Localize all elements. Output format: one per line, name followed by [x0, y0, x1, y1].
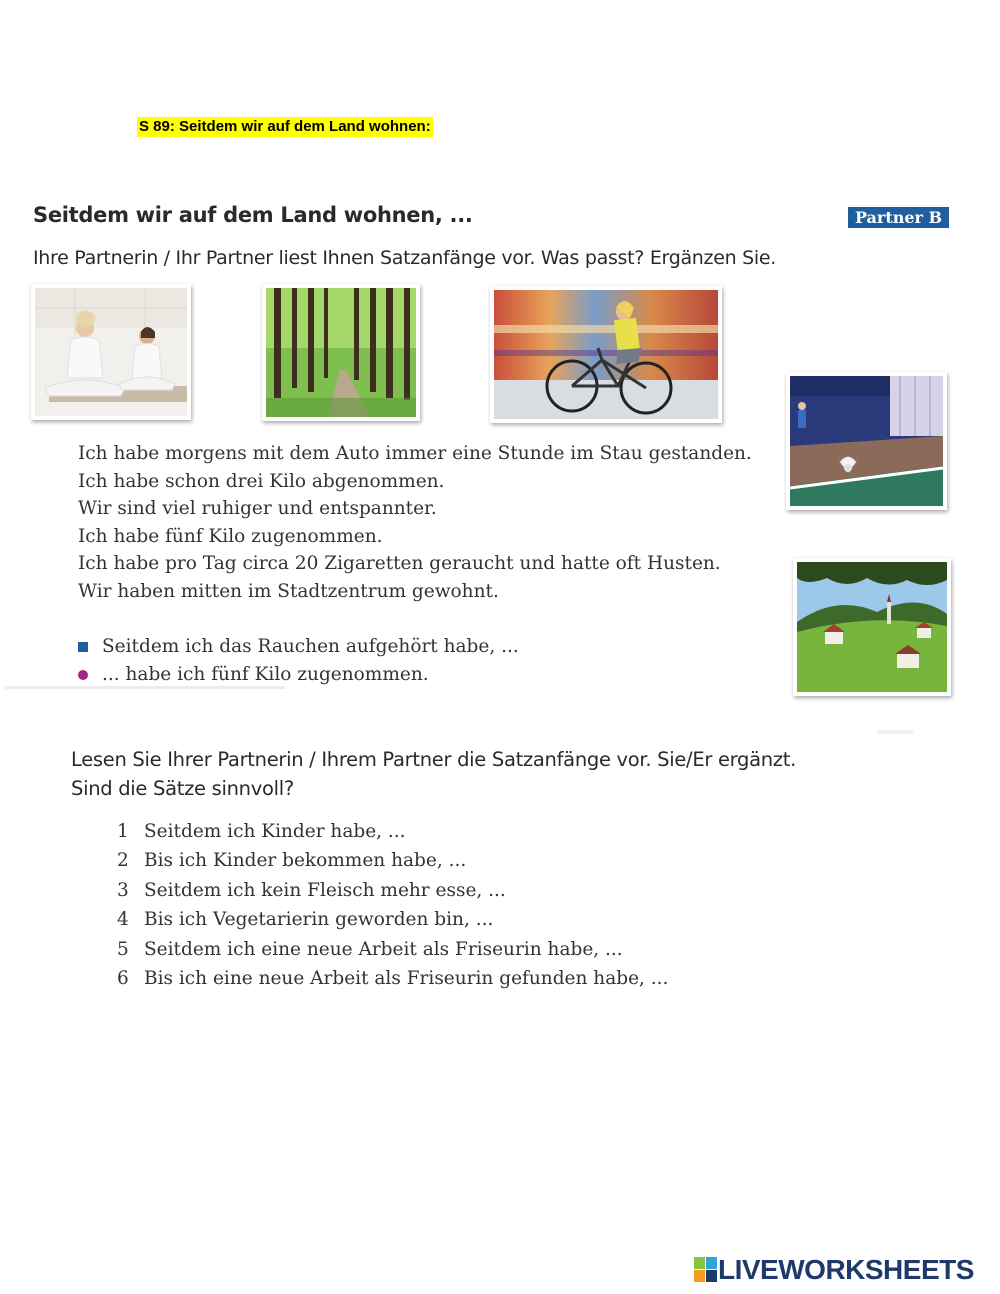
example-answer: ... habe ich fünf Kilo zugenommen. — [102, 664, 429, 685]
exercise-instruction: Ihre Partnerin / Ihr Partner liest Ihnen Satzanfänge vor. Was passt? Ergänzen Sie. — [33, 247, 776, 269]
sentence-item: Wir sind viel ruhiger und entspannter. — [78, 498, 437, 520]
section-b-instruction: Lesen Sie Ihrer Partnerin / Ihrem Partner die Satzanfänge vor. Sie/Er ergänzt. Sind die Sätze sinnvoll? — [71, 748, 796, 800]
sentence-item: Ich habe schon drei Kilo abgenommen. — [78, 470, 445, 492]
list-item: 6 Bis ich eine neue Arbeit als Friseurin gefunden habe, ... — [117, 968, 669, 990]
numbered-prompts — [117, 817, 668, 993]
logo-text: LIVEWORKSHEETS — [718, 1254, 974, 1285]
village-photo — [793, 558, 951, 696]
partner-badge: Partner B — [848, 207, 949, 228]
yoga-photo — [31, 284, 191, 420]
forest-path-photo — [262, 284, 420, 421]
divider — [5, 686, 285, 689]
badminton-photo — [786, 372, 947, 510]
list-item: 1 Seitdem ich Kinder habe, ... — [117, 821, 406, 842]
sentence-item: Ich habe pro Tag circa 20 Zigaretten geraucht und hatte oft Husten. — [78, 553, 721, 575]
cyclist-photo — [490, 286, 722, 423]
logo-mark-icon — [694, 1257, 718, 1283]
sentence-item: Ich habe fünf Kilo zugenommen. — [78, 525, 383, 547]
list-item: 4 Bis ich Vegetarierin geworden bin, ... — [117, 909, 494, 931]
list-item: 2 Bis ich Kinder bekommen habe, ... — [117, 850, 467, 872]
list-item: 3 Seitdem ich kein Fleisch mehr esse, ... — [117, 879, 506, 901]
list-item: 5 Seitdem ich eine neue Arbeit als Friseurin habe, ... — [117, 938, 623, 960]
blue-square-icon — [78, 642, 88, 652]
liveworksheets-logo[interactable] — [694, 1254, 974, 1286]
magenta-dot-icon — [78, 670, 88, 680]
example-dialog — [78, 633, 519, 689]
sentence-item: Wir haben mitten im Stadtzentrum gewohnt. — [78, 580, 499, 602]
page-reference-highlight: S 89: Seitdem wir auf dem Land wohnen: — [139, 118, 431, 135]
example-prompt: Seitdem ich das Rauchen aufgehört habe, ... — [102, 636, 519, 657]
sentence-list — [78, 440, 752, 606]
exercise-title: Seitdem wir auf dem Land wohnen, ... — [33, 203, 473, 227]
divider — [877, 730, 913, 734]
sentence-item: Ich habe morgens mit dem Auto immer eine Stunde im Stau gestanden. — [78, 443, 752, 464]
